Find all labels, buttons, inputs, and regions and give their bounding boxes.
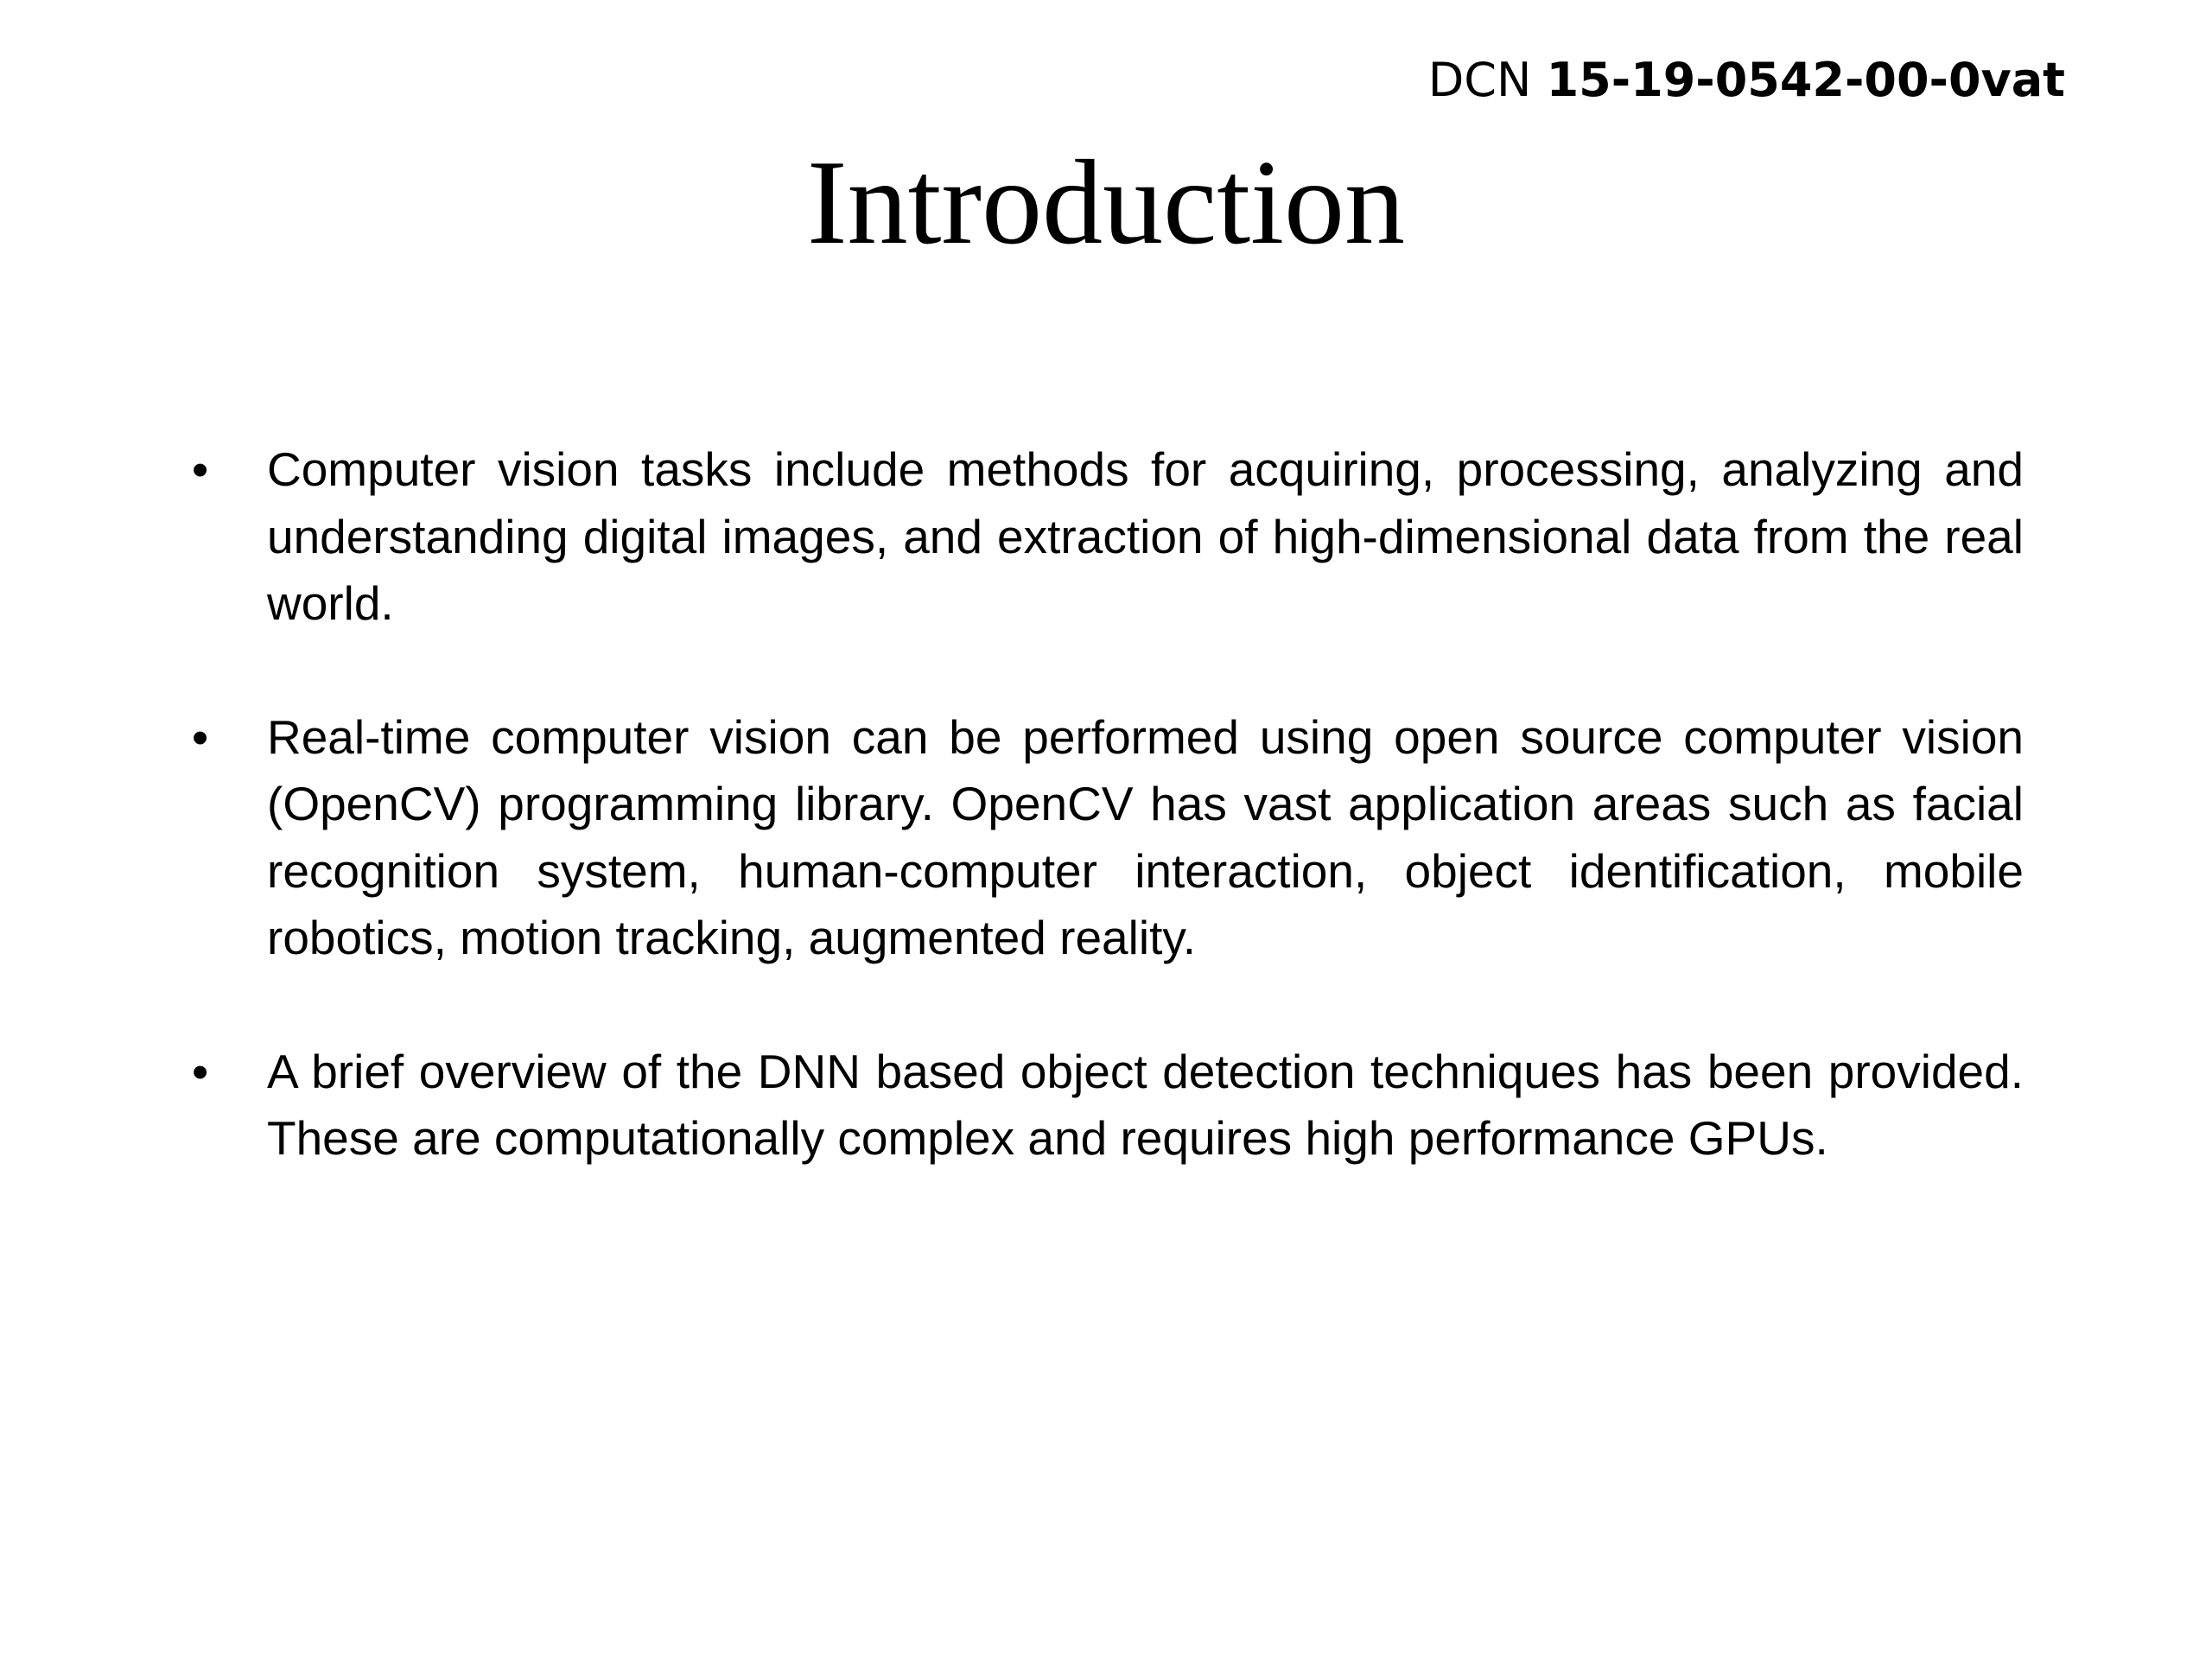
bullet-text: Real-time computer vision can be performed using open source computer vision (OpenCV) programming library. OpenCV has vast application areas such as facial recognition system, human-computer interaction, object identification, mobile robotics, motion tracking, augmented reality. bbox=[267, 709, 2024, 964]
bullet-icon: • bbox=[192, 442, 209, 496]
bullet-icon: • bbox=[192, 1044, 209, 1098]
bullet-list bbox=[192, 436, 2024, 1239]
bullet-item bbox=[192, 1039, 2024, 1173]
dcn-label: DCN bbox=[1427, 53, 1532, 107]
bullet-text: A brief overview of the DNN based object detection techniques has been provided. These are computationally complex and requires high performance GPUs. bbox=[267, 1044, 2024, 1165]
bullet-item bbox=[192, 704, 2024, 972]
bullet-text: Computer vision tasks include methods for acquiring, processing, analyzing and understanding digital images, and extraction of high-dimensional data from the real world. bbox=[267, 442, 2024, 630]
document-control-number bbox=[1428, 50, 2065, 111]
bullet-icon: • bbox=[192, 709, 209, 764]
bullet-item bbox=[192, 436, 2024, 638]
dcn-number: 15-19-0542-00-0vat bbox=[1546, 53, 2065, 107]
slide-title: Introduction bbox=[806, 136, 1406, 270]
